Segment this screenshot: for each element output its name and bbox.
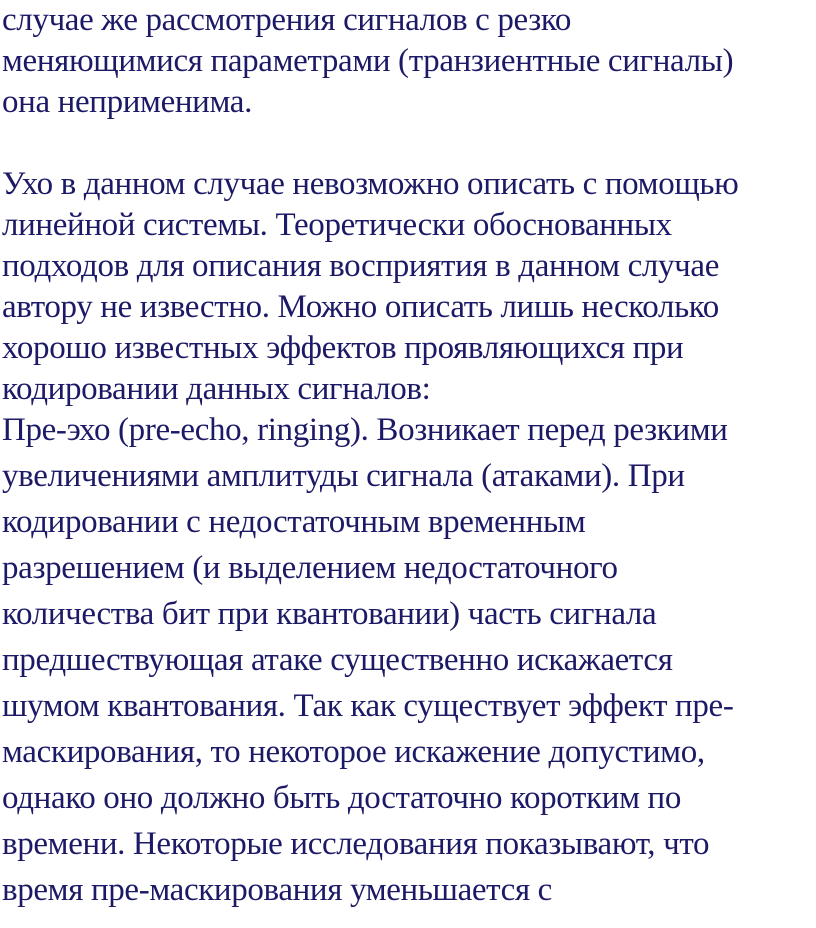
text-line: кодировании данных сигналов: [2, 371, 431, 407]
text-line: Пре-эхо (pre-echo, ringing). Возникает перед резкими [2, 412, 728, 448]
text-line: разрешением (и выделением недостаточного [2, 550, 618, 586]
text-line: линейной системы. Теоретически обоснованных [2, 207, 672, 243]
text-line: она неприменима. [2, 84, 252, 120]
text-line: подходов для описания восприятия в данном случае [2, 248, 719, 284]
text-line: увеличениями амплитуды сигнала (атаками). При [2, 458, 685, 494]
text-line: автору не известно. Можно описать лишь несколько [2, 289, 719, 325]
text-line: предшествующая атаке существенно искажается [2, 642, 673, 678]
text-line: кодировании с недостаточным временным [2, 504, 586, 540]
text-line: времени. Некоторые исследования показывают, что [2, 826, 710, 862]
text-line: хорошо известных эффектов проявляющихся при [2, 330, 684, 366]
text-line: шумом квантования. Так как существует эффект пре- [2, 688, 734, 724]
text-line: случае же рассмотрения сигналов с резко [2, 2, 572, 38]
text-line: время пре-маскирования уменьшается с [2, 872, 552, 908]
text-line: однако оно должно быть достаточно коротким по [2, 780, 681, 816]
text-line: Ухо в данном случае невозможно описать с помощью [2, 166, 739, 202]
text-line: маскирования, то некоторое искажение допустимо, [2, 734, 705, 770]
text-line: количества бит при квантовании) часть сигнала [2, 596, 657, 632]
text-line: меняющимися параметрами (транзиентные сигналы) [2, 43, 734, 79]
